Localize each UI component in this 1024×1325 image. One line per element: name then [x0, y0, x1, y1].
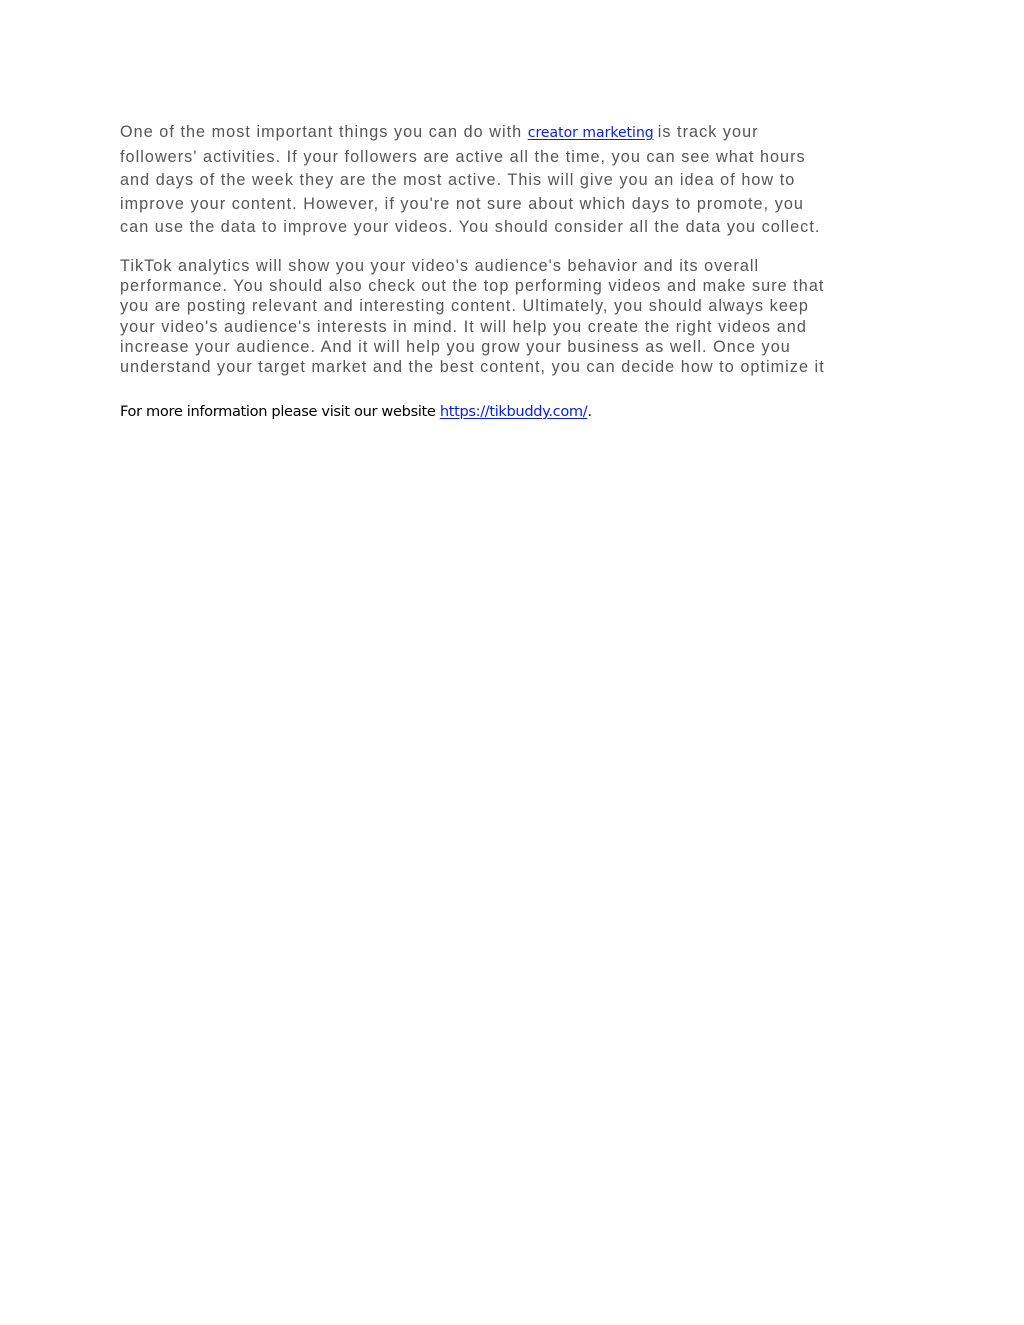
paragraph-text: One of the most important things you can do with — [120, 123, 528, 141]
more-info-text: For more information please visit our website — [120, 403, 440, 420]
website-link[interactable]: https://tikbuddy.com/ — [439, 403, 588, 420]
paragraph-text: is track your — [657, 123, 759, 141]
paragraph-line: and days of the week they are the most active. This will give you an idea of how to — [120, 171, 796, 189]
paragraph-creator-marketing — [120, 121, 920, 240]
paragraph-line: improve your content. However, if you're not sure about which days to promote, you — [120, 194, 804, 213]
paragraph-line: can use the data to improve your videos. You should consider all the data you collect. — [120, 218, 821, 236]
paragraph-line: understand your target market and the best content, you can decide how to optimize it — [120, 358, 825, 377]
paragraph-line: your video's audience's interests in mind. It will help you create the right videos and — [120, 317, 807, 336]
paragraph-tiktok-analytics — [120, 256, 920, 377]
paragraph-line: increase your audience. And it will help you grow your business as well. Once you — [120, 337, 791, 356]
paragraph-line: followers' activities. If your followers are active all the time, you can see what hours — [120, 147, 806, 166]
more-info-period: . — [587, 403, 592, 420]
paragraph-line: performance. You should also check out the top performing videos and make sure that — [120, 277, 825, 296]
creator-marketing-link[interactable]: creator marketing — [527, 125, 654, 141]
paragraph-line — [120, 121, 920, 146]
paragraph-more-info — [120, 400, 592, 424]
paragraph-line: you are posting relevant and interesting content. Ultimately, you should always keep — [120, 297, 809, 316]
paragraph-line: TikTok analytics will show you your video's audience's behavior and its overall — [120, 257, 760, 275]
